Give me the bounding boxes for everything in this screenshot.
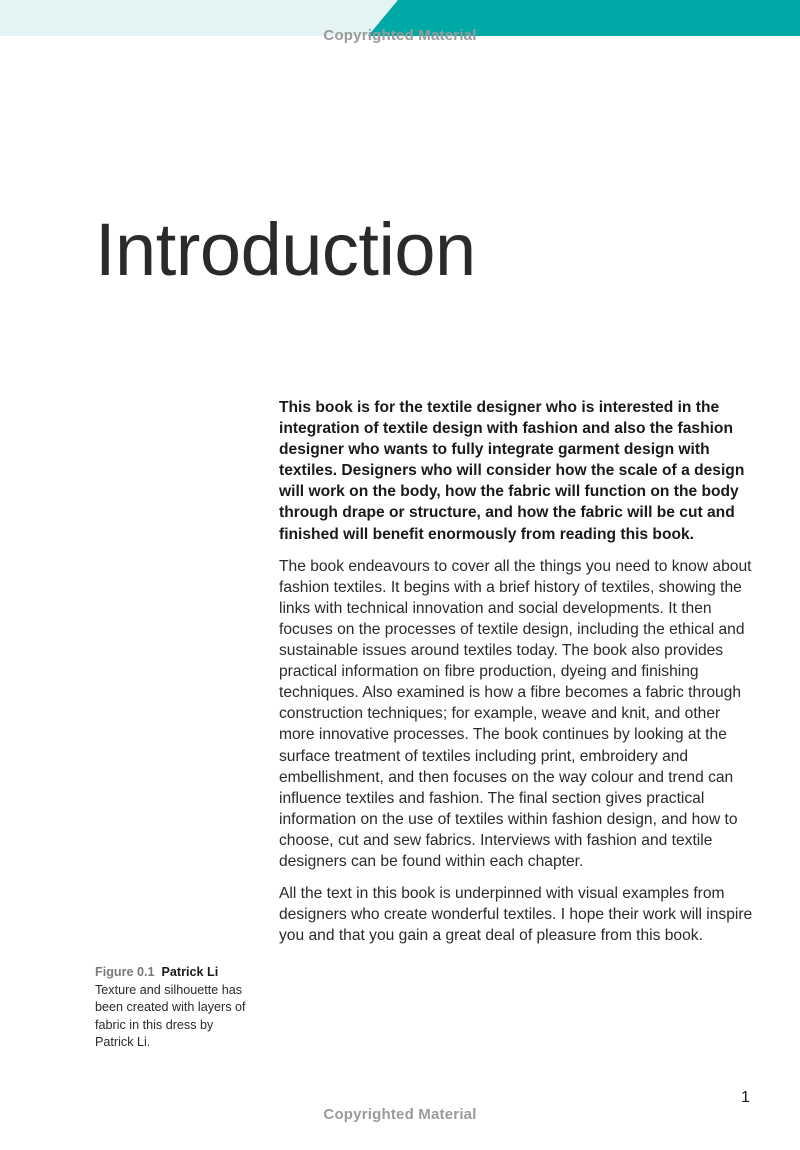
watermark-bottom: Copyrighted Material bbox=[323, 1106, 477, 1123]
figure-caption bbox=[95, 964, 255, 1052]
page-title: Introduction bbox=[95, 208, 476, 291]
body-paragraph-2: All the text in this book is underpinned with visual examples from designers who create wonderful textiles. I hope their work will inspire you and that you gain a great deal of pleasure from this book. bbox=[279, 885, 753, 945]
lead-paragraph: This book is for the textile designer who is interested in the integration of textile design with fashion and also the fashion designer who wants to fully integrate garment design with textiles. Designers who will consider how the scale of a design will work on the body, how the fabric will function on the body through drape or structure, and how the fabric will be cut and finished will benefit enormously from reading this book. bbox=[279, 399, 745, 543]
figure-caption-text: Texture and silhouette has been created with layers of fabric in this dress by Patrick Li. bbox=[95, 982, 246, 1050]
body-text-column bbox=[279, 397, 759, 946]
figure-designer-name: Patrick Li bbox=[161, 965, 219, 979]
body-paragraph-1: The book endeavours to cover all the things you need to know about fashion textiles. It begins with a brief history of textiles, showing the links with technical innovation and social developments. It then focuses on the processes of textile design, including the ethical and sustainable issues around textiles today. The book also provides practical information on fibre production, dyeing and finishing techniques. Also examined is how a fibre becomes a fabric through construction techniques; for example, weave and knit, and other more innovative processes. The book continues by looking at the surface treatment of textiles including print, embroidery and embellishment, and then focuses on the way colour and trend can influence textiles and fashion. The final section gives practical information on the use of textiles within fashion design, and how to choose, cut and sew fabrics. Interviews with fashion and textile designers can be found within each chapter. bbox=[279, 557, 752, 870]
page-number: 1 bbox=[741, 1089, 750, 1106]
watermark-top: Copyrighted Material bbox=[323, 27, 477, 44]
figure-label: Figure 0.1 bbox=[95, 965, 155, 979]
